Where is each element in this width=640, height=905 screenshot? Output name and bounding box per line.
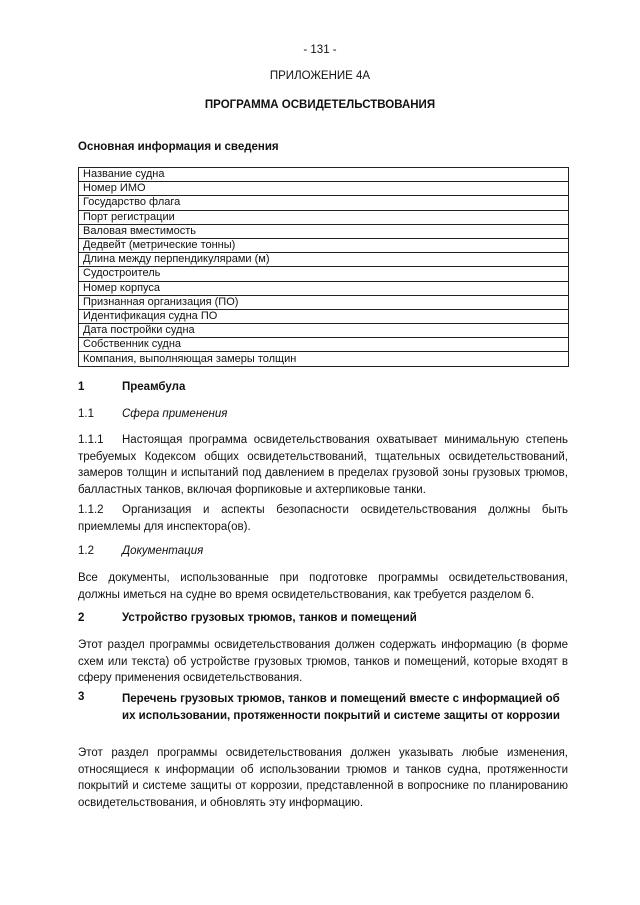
section-3-title: Перечень грузовых трюмов, танков и помещений вместе с информацией об их использовании, протяженности покрытий и системе защиты от коррозии bbox=[122, 693, 560, 722]
paragraph-text: Настоящая программа освидетельствования охватывает минимальную степень требуемых Кодексом общих освидетельствований, тщательных освидетельствований, замеров толщин и испытаний под давлением в пределах грузовой зоны грузовых трюмов, балластных танков, включая форпиковые и ахтерпиковые танки. bbox=[78, 434, 568, 496]
table-row bbox=[79, 267, 569, 281]
section-1-number: 1 bbox=[78, 381, 85, 393]
section-2-number: 2 bbox=[78, 612, 85, 624]
paragraph-3: Этот раздел программы освидетельствования должен указывать любые изменения, относящиеся к информации об использовании трюмов и танков судна, протяженности покрытий и системе защиты от коррозии, представленной в вопроснике по планированию освидетельствования, и обновлять эту информацию. bbox=[78, 747, 568, 809]
section-2-title: Устройство грузовых трюмов, танков и помещений bbox=[122, 612, 417, 624]
table-row bbox=[79, 168, 569, 182]
page-title: ПРОГРАММА ОСВИДЕТЕЛЬСТВОВАНИЯ bbox=[204, 99, 436, 111]
table-cell: Судостроитель bbox=[79, 267, 569, 281]
table-cell: Государство флага bbox=[79, 196, 569, 210]
section-1-1-title: Сфера применения bbox=[122, 408, 228, 420]
table-row bbox=[79, 281, 569, 295]
paragraph-1-1-2 bbox=[78, 502, 568, 535]
table-cell: Признанная организация (ПО) bbox=[79, 295, 569, 309]
table-cell: Собственник судна bbox=[79, 338, 569, 352]
paragraph-number: 1.1.2 bbox=[78, 504, 104, 516]
table-row bbox=[79, 352, 569, 366]
paragraph-number: 1.1.1 bbox=[78, 434, 104, 446]
section-1-2-number: 1.2 bbox=[78, 545, 94, 557]
table-row bbox=[79, 196, 569, 210]
table-cell: Дата постройки судна bbox=[79, 324, 569, 338]
table-row bbox=[79, 182, 569, 196]
table-cell: Длина между перпендикулярами (м) bbox=[79, 253, 569, 267]
table-cell: Компания, выполняющая замеры толщин bbox=[79, 352, 569, 366]
table-row bbox=[79, 210, 569, 224]
section-3-number: 3 bbox=[78, 691, 85, 703]
paragraph-text: Организация и аспекты безопасности освидетельствования должны быть приемлемы для инспектора(ов). bbox=[78, 504, 568, 533]
paragraph-2: Этот раздел программы освидетельствования должен содержать информацию (в форме схем или текста) об устройстве грузовых трюмов, танков и помещений, которые входят в сферу применения освидетельствования. bbox=[78, 639, 568, 685]
section-1-2-title: Документация bbox=[122, 545, 204, 557]
table-row bbox=[79, 253, 569, 267]
table-cell: Название судна bbox=[79, 168, 569, 182]
table-cell: Валовая вместимость bbox=[79, 224, 569, 238]
table-cell: Номер корпуса bbox=[79, 281, 569, 295]
table-row bbox=[79, 238, 569, 252]
table-cell: Дедвейт (метрические тонны) bbox=[79, 238, 569, 252]
section-1-title: Преамбула bbox=[122, 381, 186, 393]
table-row bbox=[79, 324, 569, 338]
appendix-label: ПРИЛОЖЕНИЕ 4А bbox=[269, 70, 371, 82]
paragraph-1-1-1 bbox=[78, 432, 568, 498]
table-cell: Порт регистрации bbox=[79, 210, 569, 224]
page-number: - 131 - bbox=[303, 44, 337, 56]
table-row bbox=[79, 224, 569, 238]
info-heading: Основная информация и сведения bbox=[78, 141, 279, 153]
table-row bbox=[79, 338, 569, 352]
ship-info-table bbox=[78, 167, 569, 367]
table-row bbox=[79, 309, 569, 323]
table-row bbox=[79, 295, 569, 309]
section-1-1-number: 1.1 bbox=[78, 408, 94, 420]
paragraph-1-2: Все документы, использованные при подготовке программы освидетельствования, должны иметься на судне во время освидетельствования, как требуется разделом 6. bbox=[78, 572, 568, 601]
table-cell: Номер ИМО bbox=[79, 182, 569, 196]
table-cell: Идентификация судна ПО bbox=[79, 309, 569, 323]
